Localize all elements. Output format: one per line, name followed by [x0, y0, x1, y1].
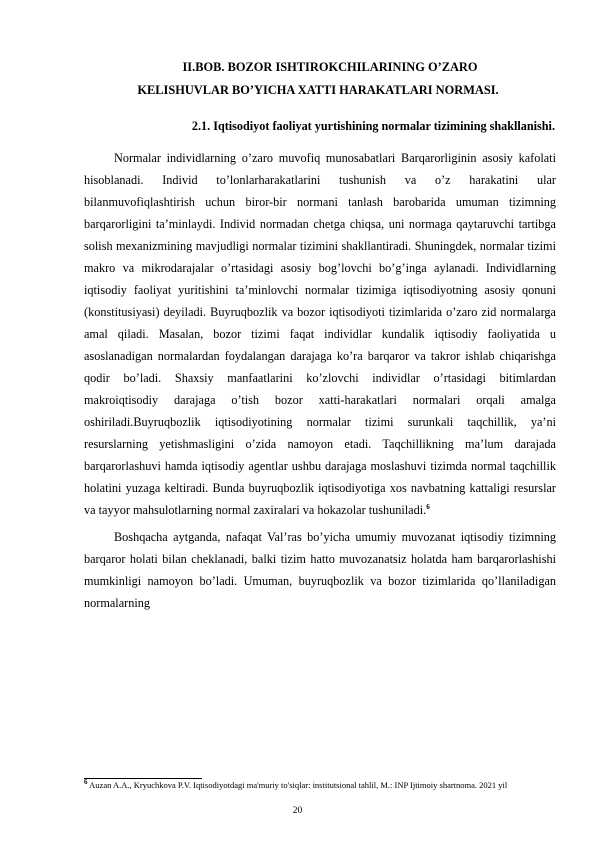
footnote-mark: 6 — [84, 778, 88, 787]
section-title: 2.1. Iqtisodiyot faoliyat yurtishining normalar tizimining shakllanishi. — [191, 119, 555, 133]
footnote-text: Auzan A.A., Kryuchkova P.V. Iqtisodiyotdagi ma'muriy to'siqlar: institutsional tahlil, M.: INP Ijtimoiy shartnoma. 2021 yil — [89, 780, 508, 790]
chapter-title-line-2: KELISHUVLAR BO’YICHA XATTI HARAKATLARI NORMASI. — [137, 83, 499, 97]
page-number: 20 — [292, 806, 303, 816]
paragraph-1 — [84, 147, 556, 521]
chapter-title-line-1: II.BOB. BOZOR ISHTIROKCHILARINING O’ZARO — [182, 60, 478, 74]
paragraph-2-text: Boshqacha aytganda, nafaqat Val’ras bo’yicha umumiy muvozanat iqtisodiy tizimning barqaror holati bilan cheklanadi, balki tizim hatto muvozanatsiz holatda ham barqarorlashishi mumkinligi namoyon bo’ladi. Umuman, buyruqbozlik va bozor tizimlarida qo’llaniladigan normalarning — [84, 530, 556, 610]
footnote — [84, 780, 556, 791]
paragraph-2 — [84, 526, 556, 614]
paragraph-1-text: Normalar individlarning o’zaro muvofiq munosabatlari Barqarorliginin asosiy kafolati hisoblanadi. Individ to’lonlarharakatlarini tushunish va o’z harakatini ular bilanmuvofiqlashtirish uchun biror-bir normani tanlash barobarida umuman tizimning barqarorligini ta’minlaydi. Individ normadan chetga chiqsa, uni normaga qaytaruvchi tartibga solish mexanizmining mavjudligi normalar tizimini shakllantiradi. Shuningdek, normalar tizimi makro va mikrodarajalar o’rtasidagi asosiy bog’lovchi bo’g’inga aylanadi. Individlarning iqtisodiy faoliyat yuritishini ta’minlovchi normalar tizimiga iqtisodiyotning asosiy qonuni (konstitusiyasi) deyiladi. Buyruqbozlik va bozor iqtisodiyoti tizimlarida o’zaro zid normalarga amal qiladi. Masalan, bozor tizimi faqat individlar kundalik iqtisodiy faoliyatida u asoslanadigan normalardan foydalangan darajaga ko’ra barqaror va takror ishlab chiqarishga qodir bo’ladi. Shaxsiy manfaatlarini ko’zlovchi individlar o’rtasidagi bitimlardan makroiqtisodiy darajaga o’tish bozor xatti-harakatlari normalari orqali amalga oshiriladi.Buyruqbozlik iqtisodiyotining normalar tizimi surunkali taqchillik, ya’ni resurslarning yetishmasligini o’zida namoyon etadi. Taqchillikning ma’lum darajada barqarorlashuvi hamda iqtisodiy agentlar ushbu darajaga moslashuvi tizimda normal taqchillik holatini yuzaga keltiradi. Bunda buyruqbozlik iqtisodiyotiga xos navbatning kattaligi resurslar va tayyor mahsulotlarning normal zaxiralari va hokazolar tushuniladi. — [84, 151, 556, 517]
footnote-separator — [84, 778, 202, 779]
body-text — [84, 147, 556, 614]
footnote-reference[interactable]: 6 — [426, 502, 430, 511]
